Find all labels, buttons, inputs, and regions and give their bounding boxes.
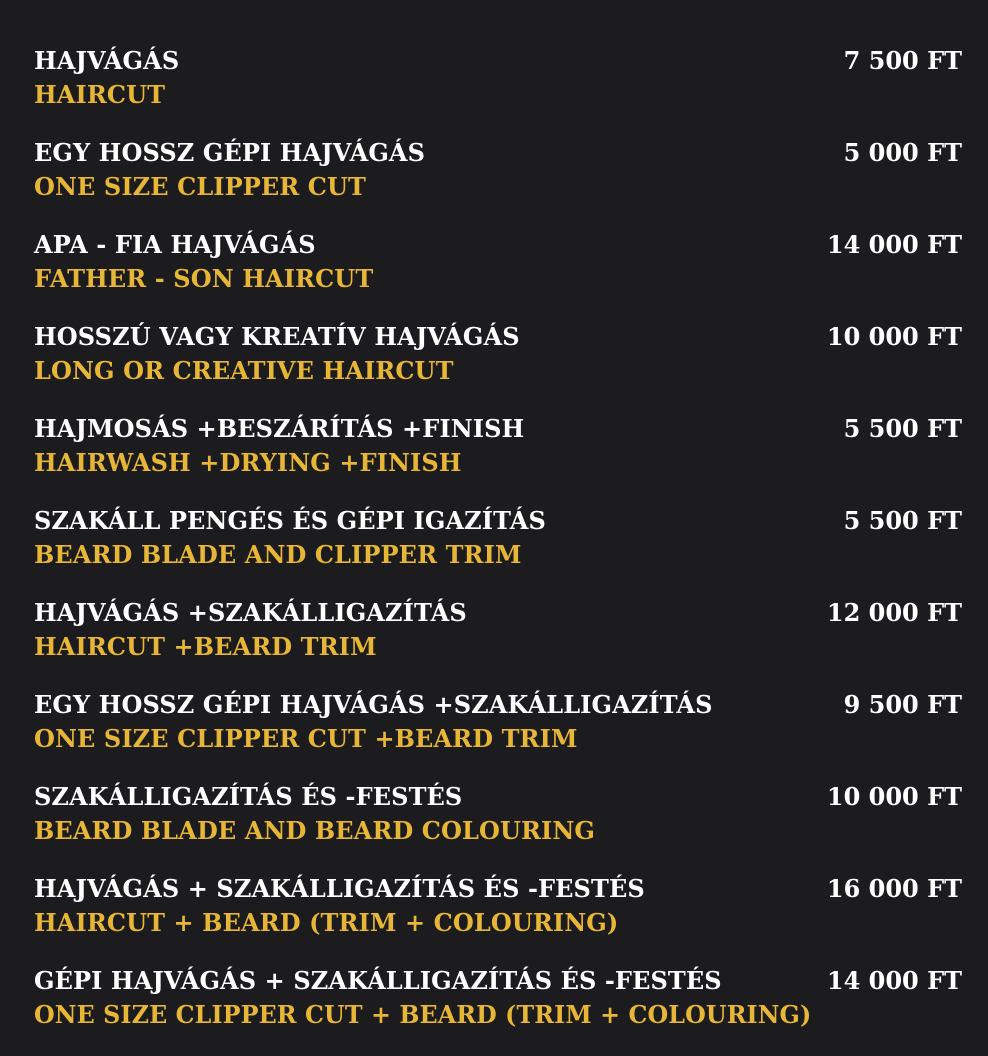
service-price: 16 000 FT bbox=[826, 874, 962, 903]
service-name-en: ONE SIZE CLIPPER CUT + BEARD (TRIM + COLOURING) bbox=[34, 1000, 812, 1029]
service-price: 14 000 FT bbox=[826, 230, 962, 259]
service-price: 7 500 FT bbox=[843, 46, 962, 75]
service-price: 9 500 FT bbox=[843, 690, 962, 719]
service-name-hu: GÉPI HAJVÁGÁS + SZAKÁLLIGAZÍTÁS ÉS -FESTÉS bbox=[34, 966, 722, 995]
service-name-en: ONE SIZE CLIPPER CUT bbox=[34, 172, 366, 201]
service-name-hu: HAJVÁGÁS +SZAKÁLLIGAZÍTÁS bbox=[34, 598, 467, 627]
service-row-father-son bbox=[34, 228, 962, 320]
service-row-clipper-cut bbox=[34, 136, 962, 228]
service-row-clipper-beard-trim bbox=[34, 688, 962, 780]
service-row-clipper-beard-colouring bbox=[34, 964, 962, 1056]
service-name-hu: EGY HOSSZ GÉPI HAJVÁGÁS bbox=[34, 138, 426, 167]
service-row-haircut bbox=[34, 44, 962, 136]
service-row-hairwash bbox=[34, 412, 962, 504]
service-price: 14 000 FT bbox=[826, 966, 962, 995]
service-name-hu: EGY HOSSZ GÉPI HAJVÁGÁS +SZAKÁLLIGAZÍTÁS bbox=[34, 690, 713, 719]
service-price: 5 000 FT bbox=[843, 138, 962, 167]
service-price: 5 500 FT bbox=[843, 414, 962, 443]
price-list bbox=[34, 44, 962, 1056]
service-row-beard-colouring bbox=[34, 780, 962, 872]
service-name-en: HAIRCUT bbox=[34, 80, 166, 109]
service-price: 10 000 FT bbox=[826, 782, 962, 811]
service-name-hu: APA - FIA HAJVÁGÁS bbox=[34, 230, 316, 259]
service-name-en: HAIRCUT + BEARD (TRIM + COLOURING) bbox=[34, 908, 619, 937]
service-name-en: LONG OR CREATIVE HAIRCUT bbox=[34, 356, 454, 385]
service-name-hu: HAJMOSÁS +BESZÁRÍTÁS +FINISH bbox=[34, 414, 525, 443]
service-name-en: BEARD BLADE AND CLIPPER TRIM bbox=[34, 540, 522, 569]
service-name-hu: HOSSZÚ VAGY KREATÍV HAJVÁGÁS bbox=[34, 322, 520, 351]
service-row-long-creative bbox=[34, 320, 962, 412]
service-name-en: HAIRCUT +BEARD TRIM bbox=[34, 632, 377, 661]
service-name-hu: HAJVÁGÁS + SZAKÁLLIGAZÍTÁS ÉS -FESTÉS bbox=[34, 874, 645, 903]
service-name-en: BEARD BLADE AND BEARD COLOURING bbox=[34, 816, 596, 845]
service-name-en: ONE SIZE CLIPPER CUT +BEARD TRIM bbox=[34, 724, 578, 753]
service-row-haircut-beard-colouring bbox=[34, 872, 962, 964]
service-name-en: FATHER - SON HAIRCUT bbox=[34, 264, 374, 293]
service-row-haircut-beard-trim bbox=[34, 596, 962, 688]
service-price: 12 000 FT bbox=[826, 598, 962, 627]
service-name-hu: SZAKÁLL PENGÉS ÉS GÉPI IGAZÍTÁS bbox=[34, 506, 546, 535]
service-name-en: HAIRWASH +DRYING +FINISH bbox=[34, 448, 462, 477]
service-name-hu: HAJVÁGÁS bbox=[34, 46, 180, 75]
service-price: 10 000 FT bbox=[826, 322, 962, 351]
service-row-beard-blade bbox=[34, 504, 962, 596]
service-name-hu: SZAKÁLLIGAZÍTÁS ÉS -FESTÉS bbox=[34, 782, 463, 811]
service-price: 5 500 FT bbox=[843, 506, 962, 535]
